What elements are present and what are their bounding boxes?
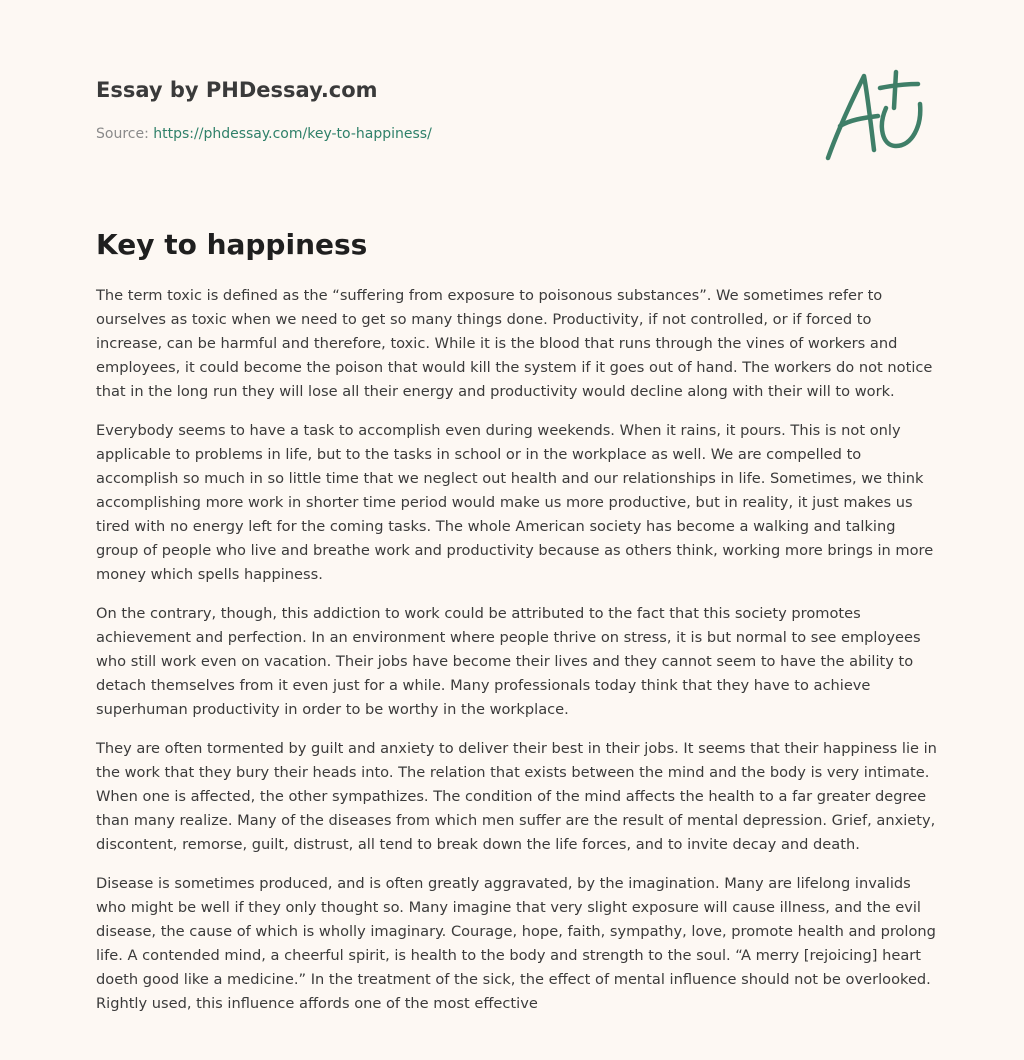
source-label: Source: (96, 126, 154, 142)
essay-paragraph: On the contrary, though, this addiction to work could be attributed to the fact that this society promotes achievement and perfection. In an environment where people thrive on stress, it is but normal to see employees who still work even on vacation. Their jobs have become their lives and they cannot seem to have the ability to detach themselves from it even just for a while. Many professionals today think that they have to achieve superhuman productivity in order to be worthy in the workplace. (96, 605, 921, 718)
essay-paragraph: They are often tormented by guilt and anxiety to deliver their best in their jobs. It seems that their happiness lie in the work that they bury their heads into. The relation that exists between the mind and the body is very intimate. When one is affected, the other sympathizes. The condition of the mind affects the health to a far greater degree than many realize. Many of the diseases from which men suffer are the result of mental depression. Grief, anxiety, discontent, remorse, guilt, distrust, all tend to break down the life forces, and to invite decay and death. (96, 740, 937, 853)
essay-title: Key to happiness (96, 228, 368, 261)
source-link[interactable]: https://phdessay.com/key-to-happiness/ (153, 126, 432, 142)
page-header (96, 74, 716, 144)
essay-body (96, 284, 938, 1031)
essay-paragraph: The term toxic is defined as the “suffering from exposure to poisonous substances”. We sometimes refer to ourselves as toxic when we need to get so many things done. Productivity, if not controlled, or if forced to increase, can be harmful and therefore, toxic. While it is the blood that runs through the vines of workers and employees, it could become the poison that would kill the system if it goes out of hand. The workers do not notice that in the long run they will lose all their energy and productivity would decline along with their will to work. (96, 287, 933, 400)
a-plus-grade-icon (818, 64, 930, 168)
essay-paragraph: Everybody seems to have a task to accomplish even during weekends. When it rains, it pours. This is not only applicable to problems in life, but to the tasks in school or in the workplace as well. We are compelled to accomplish so much in so little time that we neglect out health and our relationships in life. Sometimes, we think accomplishing more work in shorter time period would make us more productive, but in reality, it just makes us tired with no energy left for the coming tasks. The whole American society has become a walking and talking group of people who live and breathe work and productivity because as others think, working more brings in more money which spells happiness. (96, 422, 934, 583)
source-line (96, 124, 716, 144)
site-title: Essay by PHDessay.com (96, 78, 378, 102)
essay-paragraph: Disease is sometimes produced, and is often greatly aggravated, by the imagination. Many are lifelong invalids who might be well if they only thought so. Many imagine that very slight exposure will cause illness, and the evil disease, the cause of which is wholly imaginary. Courage, hope, faith, sympathy, love, promote health and prolong life. A contended mind, a cheerful spirit, is health to the body and strength to the soul. “A merry [rejoicing] heart doeth good like a medicine.” In the treatment of the sick, the effect of mental influence should not be overlooked. Rightly used, this influence affords one of the most effective (96, 875, 936, 1012)
